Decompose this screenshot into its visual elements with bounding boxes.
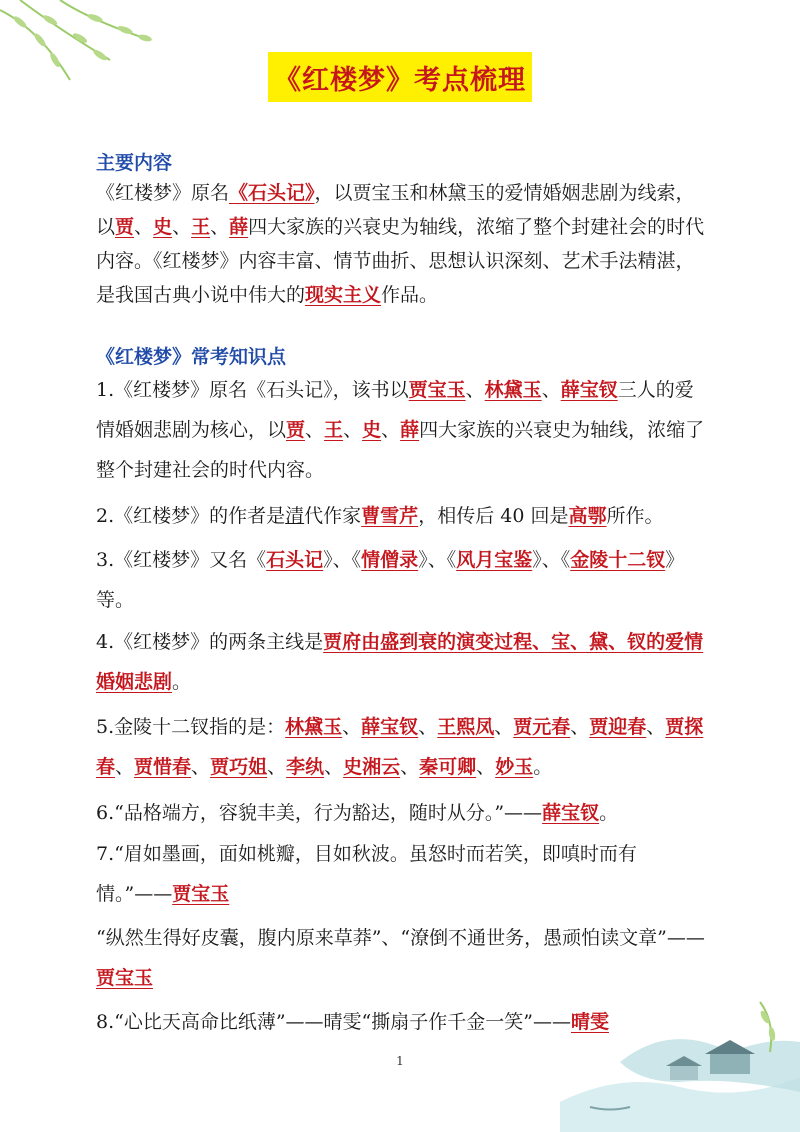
text-run: 、	[476, 756, 496, 778]
highlighted-term: 风月宝鉴	[456, 549, 533, 571]
text-run: 5.金陵十二钗指的是：	[96, 716, 286, 738]
text-run: 、	[400, 756, 420, 778]
highlighted-term: 情僧录	[361, 549, 419, 571]
highlighted-term: 《石头记》	[229, 182, 315, 204]
text-run: 三人的爱情婚姻悲剧为核心，以	[96, 379, 694, 441]
highlighted-term: 秦可卿	[419, 756, 477, 778]
highlighted-term: 贾巧姐	[210, 756, 268, 778]
highlighted-term: 贾惜春	[134, 756, 192, 778]
text-run: 、	[646, 716, 666, 738]
highlighted-term: 曹雪芹	[361, 505, 419, 527]
text-run: 、	[172, 216, 192, 238]
highlighted-term: 李纨	[286, 756, 325, 778]
text-run: 3.《红楼梦》又名《	[96, 549, 267, 571]
highlighted-term: 贾元春	[513, 716, 571, 738]
highlighted-term: 贾	[115, 216, 135, 238]
text-run: 7.“眉如墨画，面如桃瓣，目如秋波。虽怒时而若笑，即嗔时而有情。”——	[96, 843, 637, 905]
page-number: 1	[396, 1054, 404, 1068]
text-run: 、	[465, 379, 485, 401]
highlighted-term: 林黛玉	[285, 716, 343, 738]
section-heading-main-content: 主要内容	[96, 152, 173, 174]
knowledge-item-4	[96, 622, 708, 702]
text-run: 、	[570, 716, 590, 738]
section-heading-knowledge-points: 《红楼梦》常考知识点	[96, 346, 287, 368]
highlighted-term: 王熙凤	[437, 716, 495, 738]
text-run: 、	[381, 419, 401, 441]
text-run: 、	[134, 216, 154, 238]
text-run: 、	[342, 716, 362, 738]
text-run: 1.《红楼梦》原名《石头记》，该书以	[96, 379, 409, 401]
highlighted-term: 金陵十二钗	[570, 549, 666, 571]
highlighted-term: 高鄂	[568, 505, 607, 527]
highlighted-term: 史	[362, 419, 382, 441]
text-run: ，相传后 40 回是	[418, 505, 569, 527]
highlighted-term: 王	[191, 216, 211, 238]
text-run: 四大家族的兴衰史为轴线，浓缩了整个封建社会的时代内容。	[96, 419, 705, 481]
highlighted-term: 薛宝钗	[560, 379, 618, 401]
text-run: 》等。	[96, 549, 685, 611]
knowledge-item-6	[96, 793, 708, 833]
knowledge-item-8	[96, 1002, 708, 1042]
text-run: 、	[210, 216, 230, 238]
text-run: 、	[305, 419, 325, 441]
text-run: 《红楼梦》原名	[96, 182, 230, 204]
highlighted-term: 史	[153, 216, 173, 238]
highlighted-term: 晴雯	[570, 1011, 609, 1033]
text-run: ，以贾宝玉和林黛玉的爱情婚姻悲剧为线索，以	[96, 182, 695, 238]
highlighted-term: 石头记	[266, 549, 324, 571]
highlighted-term: 贾宝玉	[96, 967, 154, 989]
highlighted-term: 贾宝玉	[408, 379, 466, 401]
knowledge-item-5	[96, 707, 708, 787]
text-run: “纵然生得好皮囊，腹内原来草莽”、“潦倒不通世务，愚顽怕读文章”——	[96, 927, 705, 949]
highlighted-term: 王	[324, 419, 344, 441]
text-run: 》、《	[418, 549, 457, 571]
highlighted-term: 贾迎春	[589, 716, 647, 738]
highlighted-term: 贾探春	[96, 716, 704, 778]
highlighted-term: 薛宝钗	[542, 802, 600, 824]
text-run: 所作。	[606, 505, 664, 527]
highlighted-term: 贾宝玉	[172, 883, 230, 905]
text-run: 、	[324, 756, 344, 778]
highlighted-term: 现实主义	[305, 284, 382, 306]
highlighted-term: 薛	[229, 216, 249, 238]
text-run: 四大家族的兴衰史为轴线，浓缩了整个封建社会的时代内容。《红楼梦》内容丰富、情节曲折、思想认识深刻、艺术手法精湛，是我国古典小说中伟大的	[96, 216, 705, 306]
text-run: 。	[599, 802, 619, 824]
highlighted-term: 妙玉	[495, 756, 534, 778]
knowledge-item-7-quote	[96, 918, 708, 998]
text-run: 2.《红楼梦》的作者是	[96, 505, 286, 527]
text-run: 作品。	[381, 284, 439, 306]
page-title: 《红楼梦》考点梳理	[268, 52, 532, 102]
highlighted-term: 林黛玉	[484, 379, 542, 401]
highlighted-term: 贾府由盛到衰的演变过程、宝、黛、钗的爱情婚姻悲剧	[96, 631, 704, 693]
text-run: 》、《	[323, 549, 362, 571]
text-run: 、	[267, 756, 287, 778]
text-run: 、	[343, 419, 363, 441]
highlighted-term: 薛宝钗	[361, 716, 419, 738]
text-run: 、	[541, 379, 561, 401]
knowledge-item-3	[96, 540, 708, 620]
knowledge-item-1	[96, 370, 708, 490]
text-run: 、	[418, 716, 438, 738]
text-run: 、	[494, 716, 514, 738]
main-content-paragraph	[96, 176, 708, 312]
highlighted-term: 薛	[400, 419, 420, 441]
text-run: 》、《	[532, 549, 571, 571]
text-run: 、	[191, 756, 211, 778]
knowledge-item-7	[96, 834, 708, 914]
text-run: 代作家	[304, 505, 362, 527]
highlighted-term: 史湘云	[343, 756, 401, 778]
text-run: 。	[533, 756, 553, 778]
underlined-term: 清	[285, 505, 305, 527]
text-run: 6.“品格端方，容貌丰美，行为豁达，随时从分。”——	[96, 802, 543, 824]
text-run: 4.《红楼梦》的两条主线是	[96, 631, 324, 653]
text-run: 、	[115, 756, 135, 778]
text-run: 。	[172, 671, 192, 693]
text-run: 8.“心比天高命比纸薄”——晴雯“撕扇子作千金一笑”——	[96, 1011, 571, 1033]
highlighted-term: 贾	[286, 419, 306, 441]
willow-branch-decoration	[0, 0, 170, 90]
knowledge-item-2	[96, 496, 708, 536]
